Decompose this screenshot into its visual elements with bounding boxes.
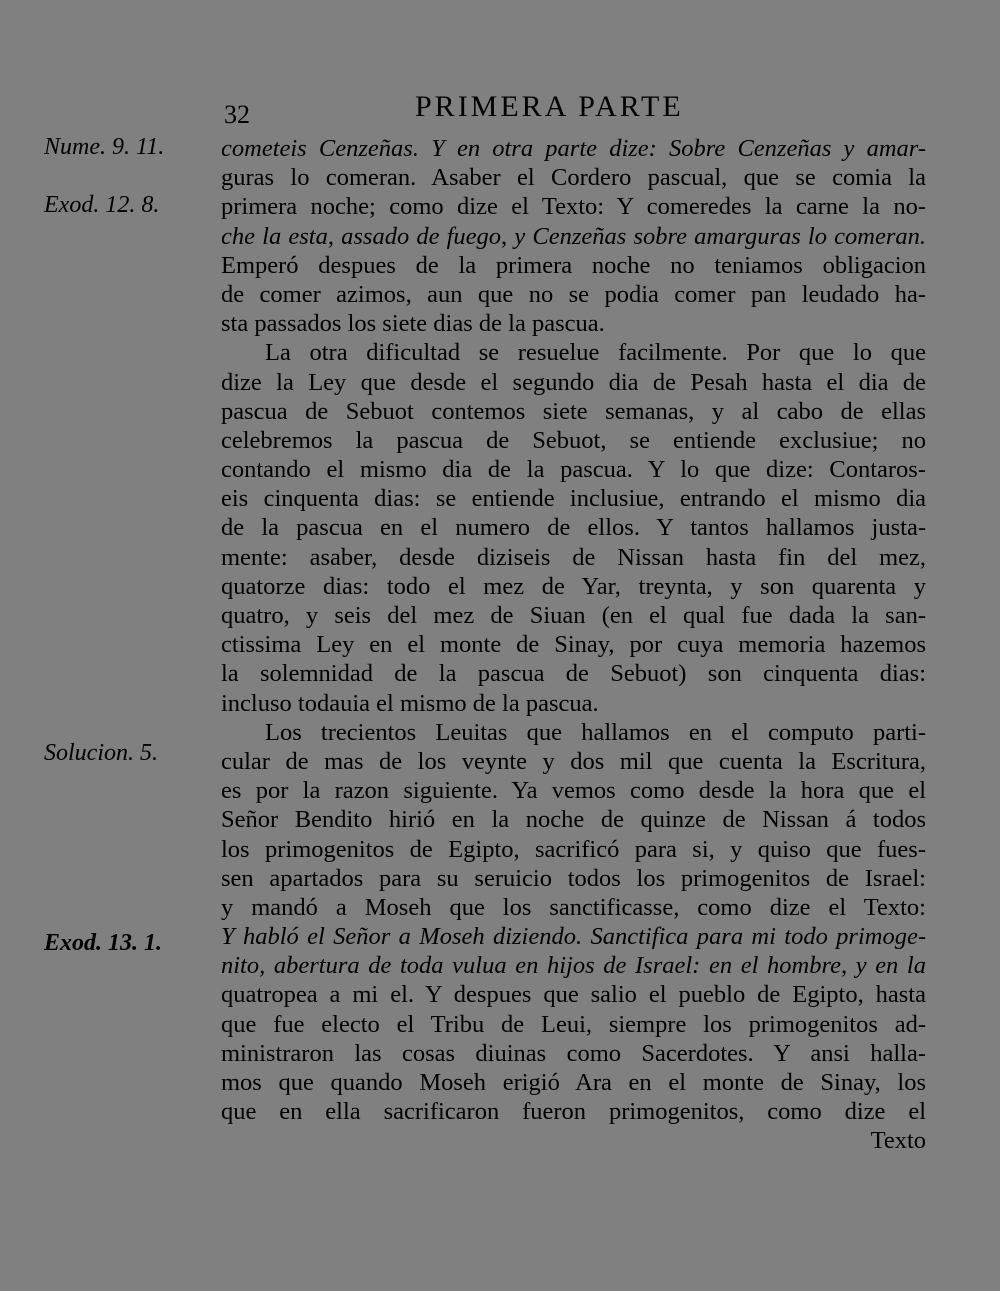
text-line: quatorze dias: todo el mez de Yar, treynta, y son quarenta y [221, 572, 926, 600]
text-line: quatropea a mi el. Y despues que salio el pueblo de Egipto, hasta [221, 981, 926, 1009]
text-line: mos que quando Moseh erigió Ara en el monte de Sinay, los [221, 1069, 926, 1096]
text-line: celebremos la pascua de Sebuot, se entiende exclusiue; no [221, 426, 926, 454]
text-line: Los trecientos Leuitas que hallamos en el computo parti- [265, 718, 926, 746]
text-line: sen apartados para su seruicio todos los primogenitos de Israel: [221, 864, 926, 892]
text-line: Emperó despues de la primera noche no teniamos obligacion [221, 251, 926, 279]
page-header [0, 88, 1000, 128]
text-line: cular de mas de los veynte y dos mil que cuenta la Escritura, [221, 747, 926, 775]
text-line: ministraron las cosas diuinas como Sacerdotes. Y ansi halla- [221, 1039, 926, 1067]
body-text [221, 134, 926, 1156]
text-line: dize la Ley que desde el segundo dia de Pesah hasta el dia de [221, 368, 926, 396]
text-line: los primogenitos de Egipto, sacrificó para si, y quiso que fues- [221, 835, 926, 863]
margin-note-solucion: Solucion. 5. [44, 740, 158, 766]
text-line: nito, abertura de toda vulua en hijos de Israel: en el hombre, y en la [221, 952, 926, 980]
catchword: Texto [870, 1127, 926, 1155]
text-line: eis cinquenta dias: se entiende inclusiue, entrando el mismo dia [221, 485, 926, 513]
text-line: incluso todauia el mismo de la pascua. [221, 689, 599, 717]
text-line: pascua de Sebuot contemos siete semanas, y al cabo de ellas [221, 397, 926, 425]
text-line: primera noche; como dize el Texto: Y comeredes la carne la no- [221, 193, 926, 221]
text-line: cometeis Cenzeñas. Y en otra parte dize: Sobre Cenzeñas y amar- [221, 135, 926, 162]
text-line: contando el mismo dia de la pascua. Y lo que dize: Contaros- [221, 456, 926, 484]
text-line: Y habló el Señor a Moseh diziendo. Sanctifica para mi todo primoge- [221, 923, 926, 951]
margin-note-exodus-13: Exod. 13. 1. [44, 930, 163, 956]
text-line: guras lo comeran. Asaber el Cordero pascual, que se comia la [221, 164, 926, 192]
text-line: de la pascua en el numero de ellos. Y tantos hallamos justa- [221, 514, 926, 542]
text-line: La otra dificultad se resuelue facilmente. Por que lo que [265, 339, 926, 367]
text-line: que fue electo el Tribu de Leui, siempre los primogenitos ad- [221, 1010, 926, 1038]
margin-note-numbers: Nume. 9. 11. [44, 134, 165, 160]
text-line: la solemnidad de la pascua de Sebuot) son cinquenta dias: [221, 660, 926, 688]
text-line: che la esta, assado de fuego, y Cenzeñas sobre amarguras lo comeran. [221, 222, 926, 250]
text-line: mente: asaber, desde diziseis de Nissan hasta fin del mez, [221, 543, 926, 571]
text-line: ctissima Ley en el monte de Sinay, por cuya memoria hazemos [221, 631, 926, 659]
text-line: sta passados los siete dias de la pascua. [221, 310, 605, 338]
text-line: de comer azimos, aun que no se podia comer pan leudado ha- [221, 280, 926, 308]
text-line: quatro, y seis del mez de Siuan (en el qual fue dada la san- [221, 602, 926, 629]
page-number: 32 [224, 100, 250, 129]
margin-note-exodus-12: Exod. 12. 8. [44, 192, 160, 218]
text-line: Señor Bendito hirió en la noche de quinze de Nissan á todos [221, 806, 926, 834]
text-line: es por la razon siguiente. Ya vemos como desde la hora que el [221, 777, 926, 805]
text-line: y mandó a Moseh que los sanctificasse, como dize el Texto: [221, 893, 926, 921]
running-head: PRIMERA PARTE [415, 90, 684, 123]
text-line: que en ella sacrificaron fueron primogenitos, como dize el [221, 1098, 926, 1126]
